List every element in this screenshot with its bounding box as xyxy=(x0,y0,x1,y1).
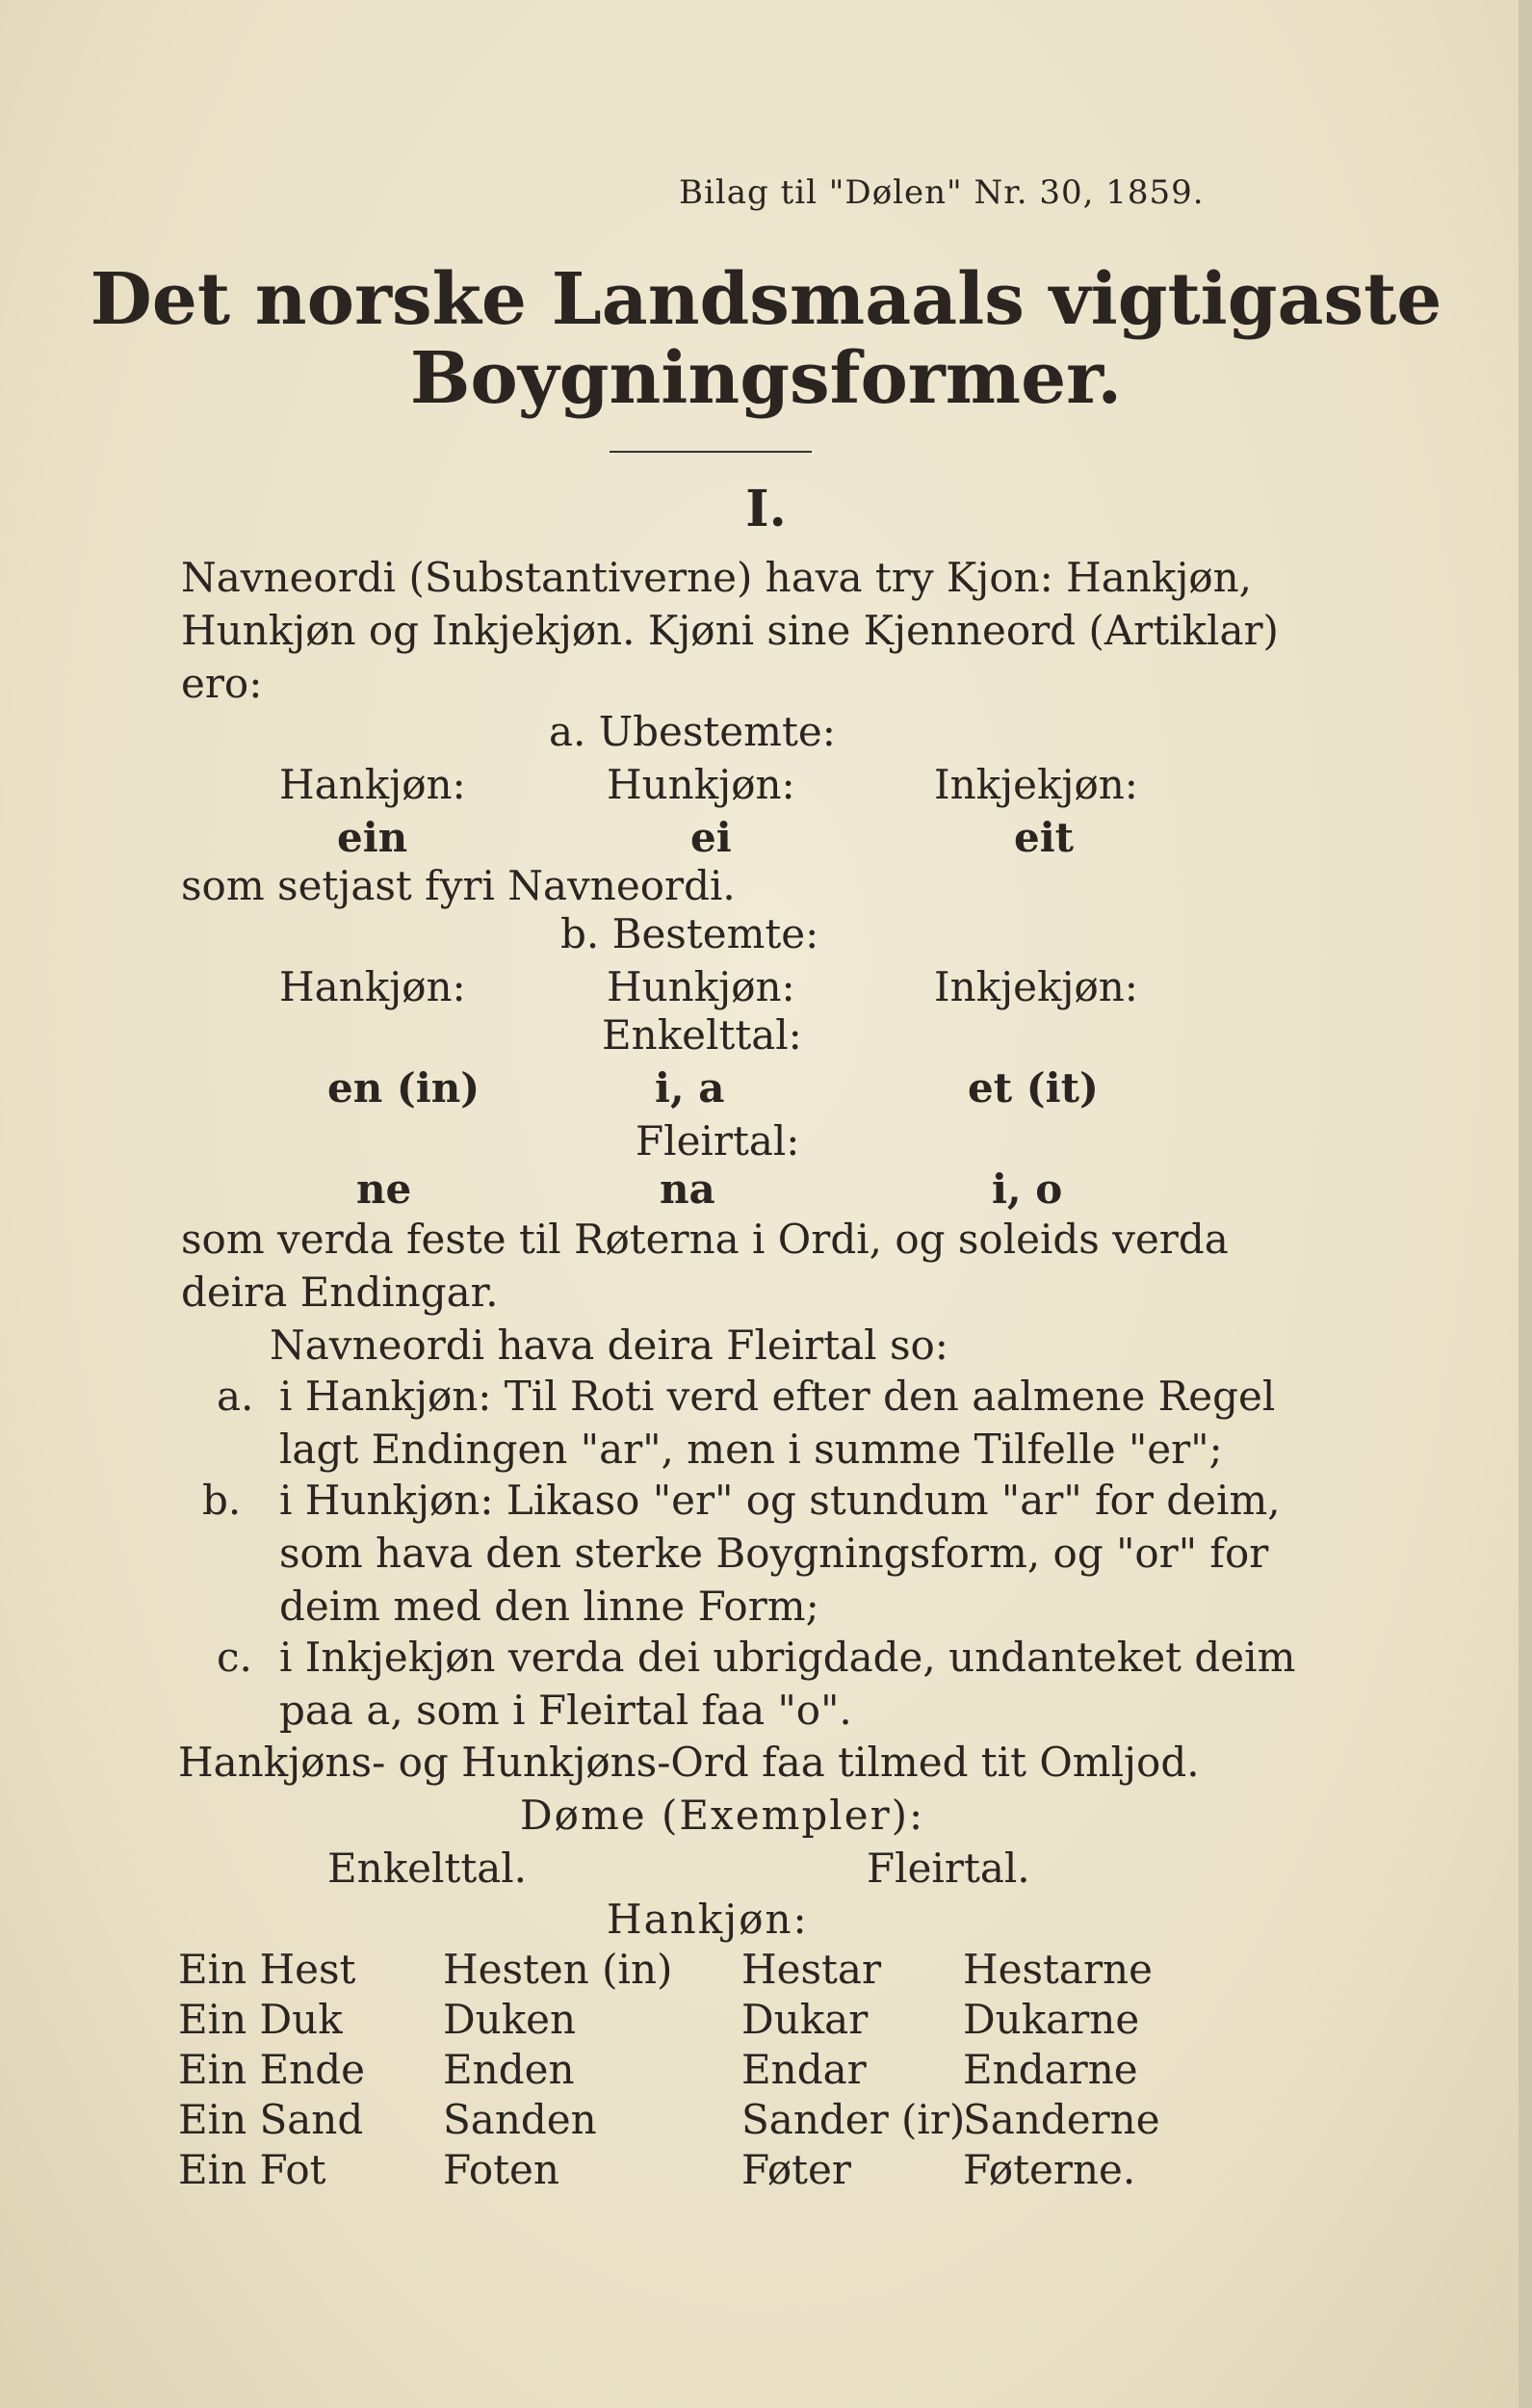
plural-intro: Navneordi hava deira Fleirtal so: xyxy=(270,1322,948,1369)
definite-note-line-1: som verda feste til Røterna i Ordi, og soleids verda xyxy=(181,1216,1229,1263)
title-divider xyxy=(610,451,812,453)
umlaut-note: Hankjøns- og Hunkjøns-Ord faa tilmed tit Omljod. xyxy=(178,1739,1200,1786)
example-cell: Hestar xyxy=(741,1946,882,1993)
rule-c-line-2: paa a, som i Fleirtal faa "o". xyxy=(279,1687,852,1734)
plural-label: Fleirtal: xyxy=(636,1117,800,1165)
definite-singular-masc: en (in) xyxy=(327,1064,480,1112)
example-cell: Endar xyxy=(741,2046,867,2093)
example-cell: Dukar xyxy=(741,1996,869,2043)
examples-heading: Døme (Exempler): xyxy=(520,1792,925,1839)
intro-line-1: Navneordi (Substantiverne) hava try Kjon: Hankjøn, xyxy=(181,554,1253,601)
example-cell: Ein Duk xyxy=(178,1996,343,2043)
example-cell: Føterne. xyxy=(963,2146,1136,2193)
example-cell: Ein Ende xyxy=(178,2046,365,2093)
example-cell: Hestarne xyxy=(963,1946,1153,1993)
intro-line-3: ero: xyxy=(181,660,263,707)
example-cell: Hesten (in) xyxy=(443,1946,673,1993)
example-cell: Sanden xyxy=(443,2096,597,2143)
document-title-line-1: Det norske Landsmaals vigtigaste xyxy=(90,258,1442,341)
example-cell: Ein Hest xyxy=(178,1946,356,1993)
rule-b-line-3: deim med den linne Form; xyxy=(279,1583,819,1630)
intro-line-2: Hunkjøn og Inkjekjøn. Kjøni sine Kjenneord (Artiklar) xyxy=(181,607,1279,654)
definite-gender-neut: Inkjekjøn: xyxy=(934,963,1138,1010)
example-cell: Dukarne xyxy=(963,1996,1140,2043)
indefinite-article-neut: eit xyxy=(1014,814,1075,861)
example-cell: Endarne xyxy=(963,2046,1138,2093)
example-cell: Enden xyxy=(443,2046,575,2093)
rule-a-line-2: lagt Endingen "ar", men i summe Tilfelle "er"; xyxy=(279,1426,1223,1473)
section-number: I. xyxy=(745,480,787,538)
rule-b-line-2: som hava den sterke Boygningsform, og "or" for xyxy=(279,1530,1269,1577)
rule-c-marker: c. xyxy=(217,1634,252,1681)
definite-gender-masc: Hankjøn: xyxy=(279,963,466,1010)
indefinite-heading: a. Ubestemte: xyxy=(549,708,836,755)
definite-singular-neut: et (it) xyxy=(968,1064,1099,1112)
example-cell: Sanderne xyxy=(963,2096,1160,2143)
indefinite-gender-masc: Hankjøn: xyxy=(279,761,466,808)
indefinite-article-masc: ein xyxy=(337,814,408,861)
definite-singular-fem: i, a xyxy=(655,1064,725,1112)
rule-b-line-1: i Hunkjøn: Likaso "er" og stundum "ar" for deim, xyxy=(279,1477,1281,1524)
example-cell: Duken xyxy=(443,1996,577,2043)
indefinite-gender-neut: Inkjekjøn: xyxy=(934,761,1138,808)
definite-gender-fem: Hunkjøn: xyxy=(607,963,795,1010)
example-cell: Sander (ir) xyxy=(741,2096,966,2143)
example-cell: Ein Fot xyxy=(178,2146,326,2193)
rule-a-marker: a. xyxy=(217,1373,254,1420)
rule-c-line-1: i Inkjekjøn verda dei ubrigdade, undanteket deim xyxy=(279,1634,1296,1681)
definite-plural-masc: ne xyxy=(356,1165,412,1213)
column-singular: Enkelttal. xyxy=(327,1845,528,1892)
masculine-heading: Hankjøn: xyxy=(607,1896,809,1943)
column-plural: Fleirtal. xyxy=(867,1845,1030,1892)
definite-note-line-2: deira Endingar. xyxy=(181,1269,499,1316)
rule-b-marker: b. xyxy=(202,1477,242,1524)
document-title-line-2: Boygningsformer. xyxy=(409,337,1123,420)
indefinite-note: som setjast fyri Navneordi. xyxy=(181,862,736,909)
definite-plural-fem: na xyxy=(660,1165,715,1213)
rule-a-line-1: i Hankjøn: Til Roti verd efter den aalmene Regel xyxy=(279,1373,1276,1420)
example-cell: Føter xyxy=(741,2146,851,2193)
example-cell: Ein Sand xyxy=(178,2096,364,2143)
definite-plural-neut: i, o xyxy=(992,1165,1063,1213)
definite-heading: b. Bestemte: xyxy=(560,910,819,957)
header-reference: Bilag til "Dølen" Nr. 30, 1859. xyxy=(679,173,1205,212)
indefinite-gender-fem: Hunkjøn: xyxy=(607,761,795,808)
singular-label: Enkelttal: xyxy=(602,1011,802,1059)
example-cell: Foten xyxy=(443,2146,559,2193)
indefinite-article-fem: ei xyxy=(690,814,732,861)
